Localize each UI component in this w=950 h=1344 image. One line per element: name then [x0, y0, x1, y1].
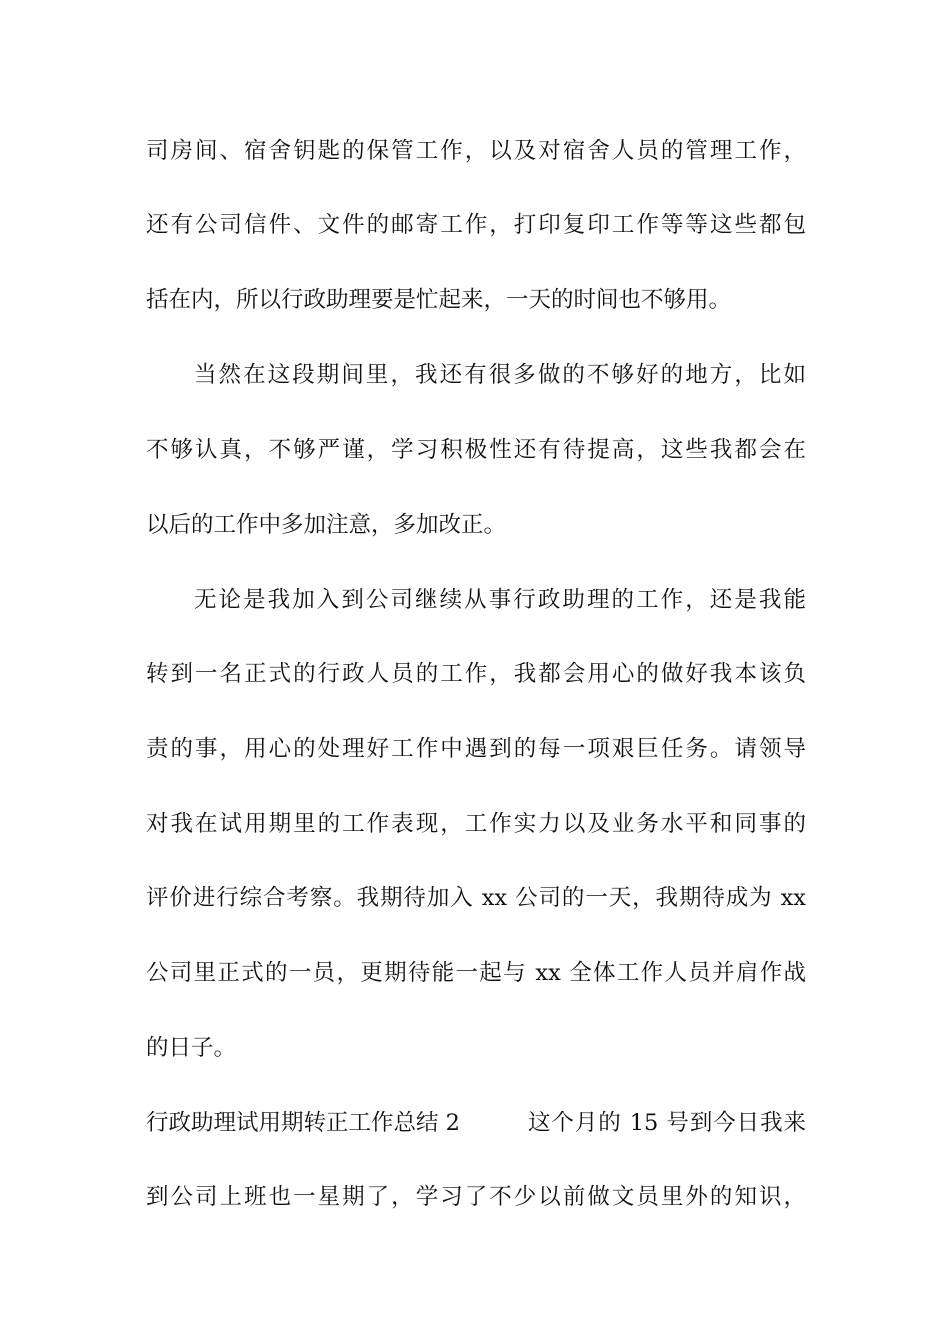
text-line: 转到一名正式的行政人员的工作，我都会用心的做好我本该负: [146, 661, 806, 687]
text-line: 到公司上班也一星期了，学习了不少以前做文员里外的知识，: [146, 1184, 806, 1210]
text-line: 对我在试用期里的工作表现，工作实力以及业务水平和同事的: [146, 811, 806, 837]
text-line: 以后的工作中多加注意，多加改正。: [146, 512, 507, 538]
paragraph-first-line: 当然在这段期间里，我还有很多做的不够好的地方，比如: [194, 362, 806, 388]
text-line: 括在内，所以行政助理要是忙起来，一天的时间也不够用。: [146, 287, 732, 313]
text-line: 司房间、宿舍钥匙的保管工作，以及对宿舍人员的管理工作，: [146, 138, 806, 164]
text-line: 不够认真，不够严谨，学习积极性还有待提高，这些我都会在: [146, 437, 806, 463]
text-line: 责的事，用心的处理好工作中遇到的每一项艰巨任务。请领导: [146, 736, 806, 762]
section-title: 行政助理试用期转正工作总结 2: [146, 1110, 460, 1136]
section-first-line: 这个月的 15 号到今日我来: [528, 1110, 806, 1136]
text-line: 公司里正式的一员，更期待能一起与 xx 全体工作人员并肩作战: [146, 960, 806, 986]
text-line: 评价进行综合考察。我期待加入 xx 公司的一天，我期待成为 xx: [146, 885, 806, 911]
paragraph-first-line: 无论是我加入到公司继续从事行政助理的工作，还是我能: [194, 587, 806, 613]
text-line: 的日子。: [146, 1035, 237, 1061]
text-line: 还有公司信件、文件的邮寄工作，打印复印工作等等这些都包: [146, 212, 806, 238]
section-heading-row: [146, 1105, 806, 1141]
